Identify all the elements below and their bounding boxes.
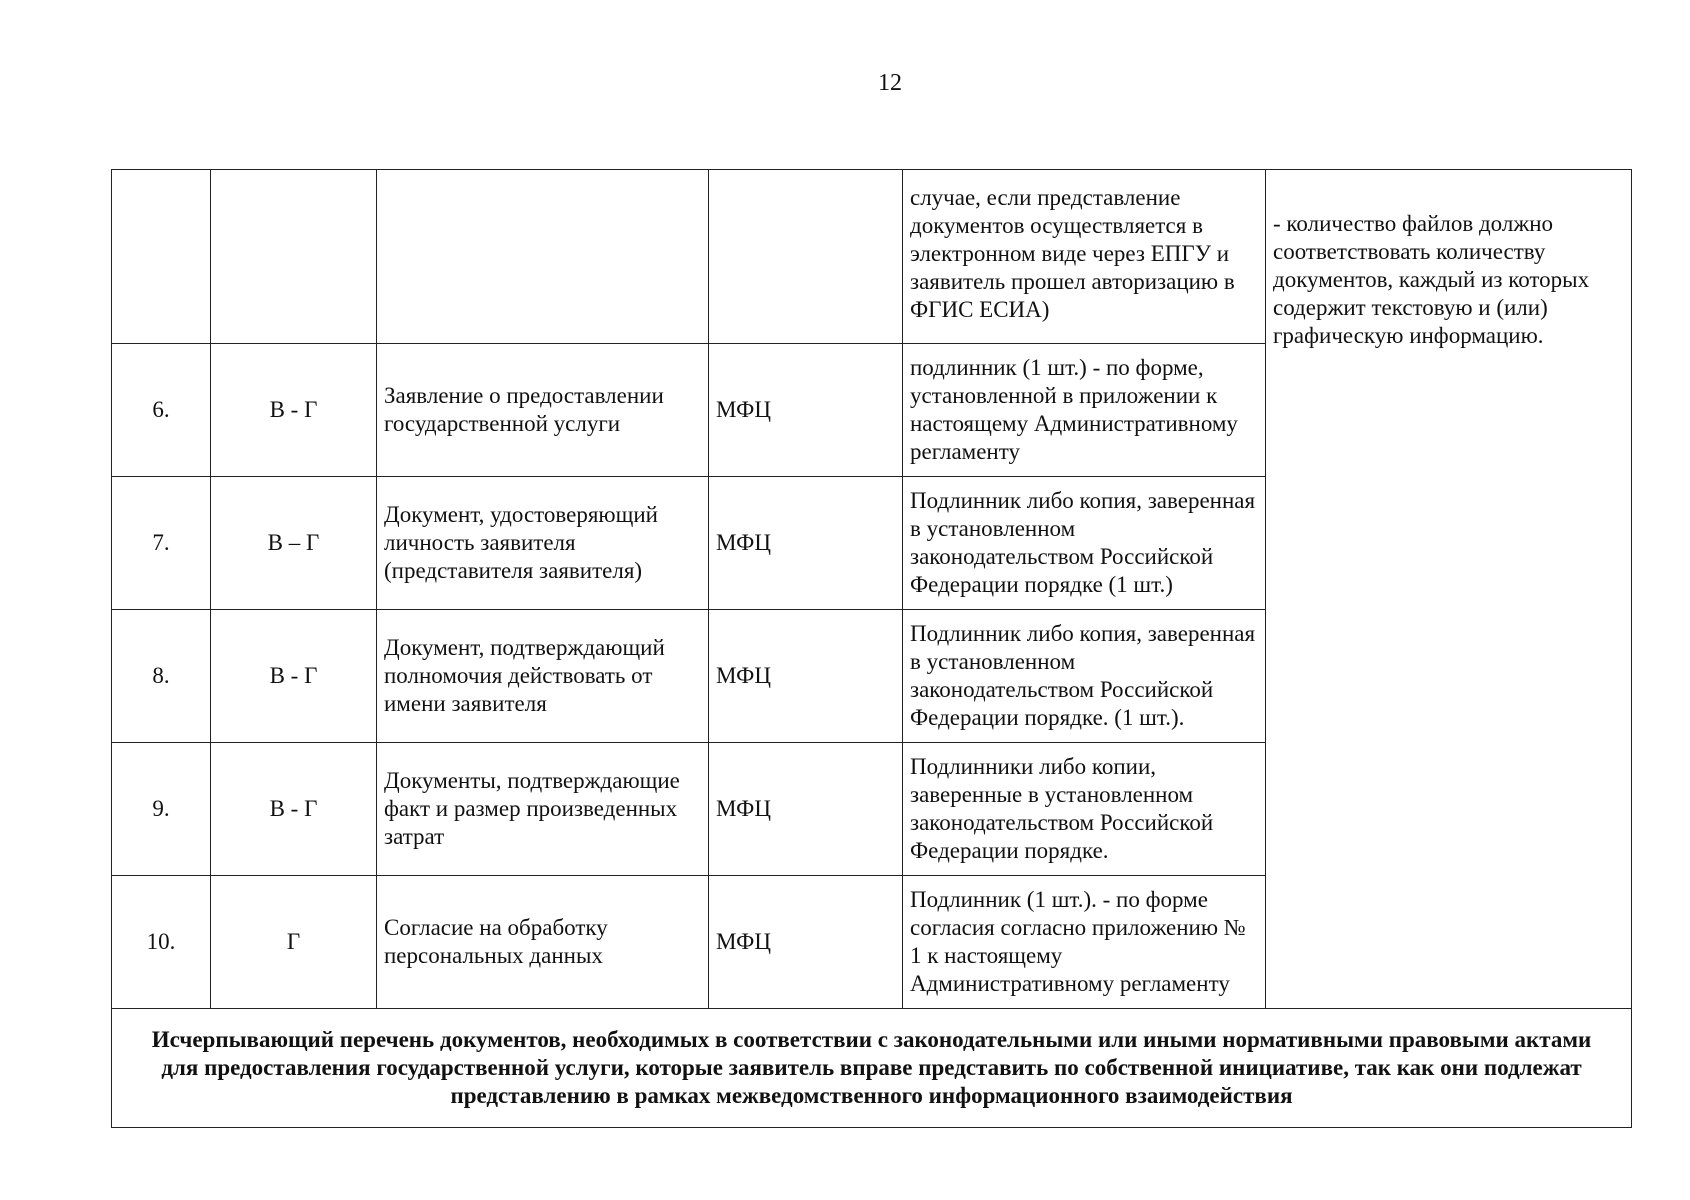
cell-num: 6. [112, 344, 211, 477]
cell-requirement: Подлинник либо копия, заверенная в установленном законодательством Российской Федерации порядке. (1 шт.). [903, 610, 1266, 743]
cell-num: 7. [112, 477, 211, 610]
cell-requirement: подлинник (1 шт.) - по форме, установленной в приложении к настоящему Административному регламенту [903, 344, 1266, 477]
documents-table [111, 169, 1632, 1128]
cell-category: Г [211, 876, 377, 1009]
page-number: 12 [878, 70, 902, 96]
cell-num: 10. [112, 876, 211, 1009]
cell-requirement: Подлинник (1 шт.). - по форме согласия согласно приложению № 1 к настоящему Административному регламенту [903, 876, 1266, 1009]
cell-category: В – Г [211, 477, 377, 610]
cell-requirement: Подлинник либо копия, заверенная в установленном законодательством Российской Федерации порядке (1 шт.) [903, 477, 1266, 610]
cell-category [211, 170, 377, 344]
cell-name [377, 170, 709, 344]
cell-where [709, 170, 903, 344]
cell-num: 8. [112, 610, 211, 743]
cell-category: В - Г [211, 344, 377, 477]
cell-name: Заявление о предоставлении государственной услуги [377, 344, 709, 477]
table-row-continuation [112, 170, 1632, 344]
footer-heading: Исчерпывающий перечень документов, необходимых в соответствии с законодательными или иными нормативными правовыми актами для предоставления государственной услуги, которые заявитель вправе представить по собственной инициативе, так как они подлежат представлению в рамках межведомственного информационного взаимодействия [112, 1009, 1632, 1128]
cell-where: МФЦ [709, 610, 903, 743]
cell-num [112, 170, 211, 344]
cell-where: МФЦ [709, 344, 903, 477]
cell-requirement: случае, если представление документов осуществляется в электронном виде через ЕПГУ и заявитель прошел авторизацию в ФГИС ЕСИА) [903, 170, 1266, 344]
cell-name: Документ, удостоверяющий личность заявителя (представителя заявителя) [377, 477, 709, 610]
cell-requirement: Подлинники либо копии, заверенные в установленном законодательством Российской Федерации порядке. [903, 743, 1266, 876]
cell-where: МФЦ [709, 743, 903, 876]
cell-name: Документы, подтверждающие факт и размер произведенных затрат [377, 743, 709, 876]
cell-format-note: - количество файлов должно соответствовать количеству документов, каждый из которых содержит текстовую и (или) графическую информацию. [1266, 170, 1632, 1009]
cell-num: 9. [112, 743, 211, 876]
cell-name: Документ, подтверждающий полномочия действовать от имени заявителя [377, 610, 709, 743]
cell-category: В - Г [211, 743, 377, 876]
cell-category: В - Г [211, 610, 377, 743]
table-footer-row [112, 1009, 1632, 1128]
cell-where: МФЦ [709, 876, 903, 1009]
cell-name: Согласие на обработку персональных данных [377, 876, 709, 1009]
cell-where: МФЦ [709, 477, 903, 610]
